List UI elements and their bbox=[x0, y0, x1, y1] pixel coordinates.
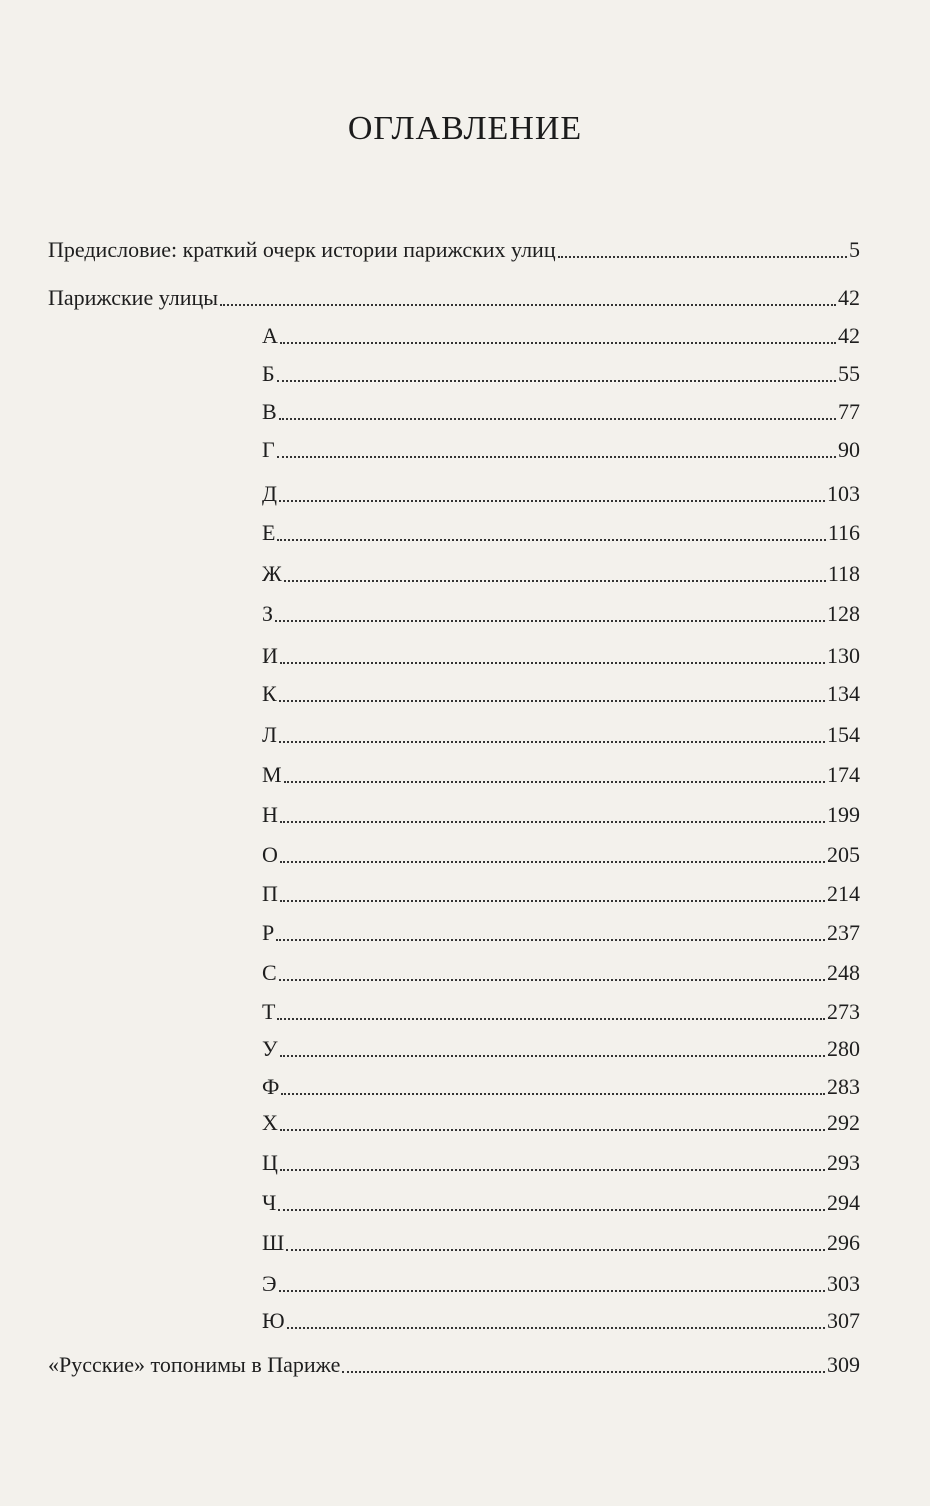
toc-entry-label: Б bbox=[262, 361, 275, 386]
toc-entry-label: Х bbox=[262, 1110, 278, 1135]
toc-entry-label: «Русские» топонимы в Париже bbox=[48, 1352, 341, 1377]
toc-entry-label: Предисловие: краткий очерк истории парижских улиц bbox=[48, 237, 556, 262]
toc-entry-label: З bbox=[262, 601, 274, 626]
toc-entry-page: 307 bbox=[827, 1308, 860, 1333]
toc-entry-label: Л bbox=[262, 722, 277, 747]
dot-leader bbox=[284, 580, 826, 582]
toc-entry-page: 273 bbox=[827, 999, 860, 1024]
toc-letter-entry[interactable] bbox=[262, 960, 860, 986]
toc-letter-entry[interactable] bbox=[262, 920, 860, 946]
toc-entry-page: 128 bbox=[827, 601, 860, 626]
toc-entry-label: Г bbox=[262, 437, 275, 462]
dot-leader bbox=[279, 1290, 825, 1292]
toc-entry-page: 283 bbox=[827, 1074, 860, 1099]
toc-letter-entry[interactable] bbox=[262, 1036, 860, 1062]
dot-leader bbox=[280, 342, 836, 344]
toc-entry-label: Р bbox=[262, 920, 275, 945]
toc-letter-entry[interactable] bbox=[262, 1110, 860, 1136]
dot-leader bbox=[279, 500, 825, 502]
dot-leader bbox=[286, 1249, 825, 1251]
toc-entry-page: 303 bbox=[827, 1271, 860, 1296]
toc-entry-paris-streets[interactable] bbox=[48, 285, 860, 311]
toc-entry-page: 130 bbox=[827, 643, 860, 668]
dot-leader bbox=[342, 1371, 825, 1373]
toc-entry-label: О bbox=[262, 842, 278, 867]
toc-entry-label: М bbox=[262, 762, 282, 787]
toc-entry-label: Ш bbox=[262, 1230, 285, 1255]
toc-entry-label: А bbox=[262, 323, 278, 348]
toc-entry-page: 309 bbox=[827, 1352, 860, 1377]
toc-entry-page: 118 bbox=[827, 561, 860, 586]
toc-entry-page: 296 bbox=[827, 1230, 860, 1255]
toc-letter-entry[interactable] bbox=[262, 520, 860, 546]
toc-letter-entry[interactable] bbox=[262, 601, 860, 627]
toc-entry-page: 205 bbox=[827, 842, 860, 867]
toc-entry-label: Д bbox=[262, 481, 278, 506]
dot-leader bbox=[277, 539, 825, 541]
toc-entry-label: Э bbox=[262, 1271, 277, 1296]
toc-entry-page: 154 bbox=[827, 722, 860, 747]
toc-entry-label: У bbox=[262, 1036, 278, 1061]
toc-entry-label: Ч bbox=[262, 1190, 277, 1215]
dot-leader bbox=[280, 662, 825, 664]
toc-entry-page: 237 bbox=[827, 920, 860, 945]
toc-letter-entry[interactable] bbox=[262, 1190, 860, 1216]
toc-entry-page: 292 bbox=[827, 1110, 860, 1135]
toc-entry-page: 248 bbox=[827, 960, 860, 985]
toc-letter-entry[interactable] bbox=[262, 437, 860, 463]
toc-entry-label: Ю bbox=[262, 1308, 285, 1333]
toc-entry-label: Ц bbox=[262, 1150, 278, 1175]
toc-entry-label: К bbox=[262, 681, 277, 706]
dot-leader bbox=[275, 620, 825, 622]
toc-entry-page: 55 bbox=[838, 361, 860, 386]
dot-leader bbox=[278, 1209, 825, 1211]
dot-leader bbox=[277, 1018, 825, 1020]
toc-entry-label: Е bbox=[262, 520, 276, 545]
dot-leader bbox=[280, 900, 825, 902]
toc-entry-page: 199 bbox=[827, 802, 860, 827]
toc-letter-entry[interactable] bbox=[262, 481, 860, 507]
toc-letter-entry[interactable] bbox=[262, 1074, 860, 1100]
toc-letter-entry[interactable] bbox=[262, 1308, 860, 1334]
dot-leader bbox=[558, 256, 847, 258]
toc-entry-label: И bbox=[262, 643, 278, 668]
toc-entry-page: 42 bbox=[838, 323, 860, 348]
toc-entry-label: Ж bbox=[262, 561, 282, 586]
dot-leader bbox=[280, 861, 825, 863]
dot-leader bbox=[284, 781, 825, 783]
toc-letter-entry[interactable] bbox=[262, 802, 860, 828]
dot-leader bbox=[277, 380, 836, 382]
toc-entry-page: 134 bbox=[827, 681, 860, 706]
dot-leader bbox=[277, 456, 836, 458]
dot-leader bbox=[281, 1093, 825, 1095]
toc-entry-page: 293 bbox=[827, 1150, 860, 1175]
page-title: ОГЛАВЛЕНИЕ bbox=[347, 110, 583, 147]
toc-entry-page: 280 bbox=[827, 1036, 860, 1061]
toc-letter-entry[interactable] bbox=[262, 323, 860, 349]
dot-leader bbox=[220, 304, 836, 306]
toc-letter-entry[interactable] bbox=[262, 1230, 860, 1256]
toc-entry-russian-toponyms[interactable] bbox=[48, 1352, 860, 1378]
toc-entry-page: 5 bbox=[849, 237, 860, 262]
toc-entry-page: 116 bbox=[827, 520, 860, 545]
dot-leader bbox=[287, 1327, 825, 1329]
toc-entry-label: Т bbox=[262, 999, 276, 1024]
toc-entry-page: 294 bbox=[827, 1190, 860, 1215]
toc-entry-page: 174 bbox=[827, 762, 860, 787]
toc-letter-entry[interactable] bbox=[262, 722, 860, 748]
toc-letter-entry[interactable] bbox=[262, 361, 860, 387]
toc-letter-entry[interactable] bbox=[262, 842, 860, 868]
dot-leader bbox=[276, 939, 825, 941]
toc-entry-page: 77 bbox=[838, 399, 860, 424]
dot-leader bbox=[280, 1169, 825, 1171]
toc-letter-entry[interactable] bbox=[262, 399, 860, 425]
toc-letter-entry[interactable] bbox=[262, 881, 860, 907]
dot-leader bbox=[280, 1129, 825, 1131]
dot-leader bbox=[280, 1055, 825, 1057]
toc-entry-page: 42 bbox=[838, 285, 860, 310]
toc-entry-label: П bbox=[262, 881, 278, 906]
toc-letter-entry[interactable] bbox=[262, 762, 860, 788]
toc-entry-page: 90 bbox=[838, 437, 860, 462]
toc-letter-entry[interactable] bbox=[262, 643, 860, 669]
toc-letter-entry[interactable] bbox=[262, 999, 860, 1025]
toc-entry-label: С bbox=[262, 960, 277, 985]
toc-entry-page: 103 bbox=[827, 481, 860, 506]
toc-entry-label: Н bbox=[262, 802, 278, 827]
toc-entry-label: Парижские улицы bbox=[48, 285, 219, 310]
toc-letter-entry[interactable] bbox=[262, 681, 860, 707]
dot-leader bbox=[279, 979, 825, 981]
toc-entry-label: Ф bbox=[262, 1074, 280, 1099]
toc-letter-entry[interactable] bbox=[262, 1271, 860, 1297]
dot-leader bbox=[279, 418, 836, 420]
dot-leader bbox=[279, 700, 825, 702]
toc-letter-entry[interactable] bbox=[262, 1150, 860, 1176]
toc-entry-preface[interactable] bbox=[48, 237, 860, 263]
toc-entry-label: В bbox=[262, 399, 277, 424]
dot-leader bbox=[279, 741, 825, 743]
dot-leader bbox=[280, 821, 825, 823]
toc-letter-entry[interactable] bbox=[262, 561, 860, 587]
toc-entry-page: 214 bbox=[827, 881, 860, 906]
